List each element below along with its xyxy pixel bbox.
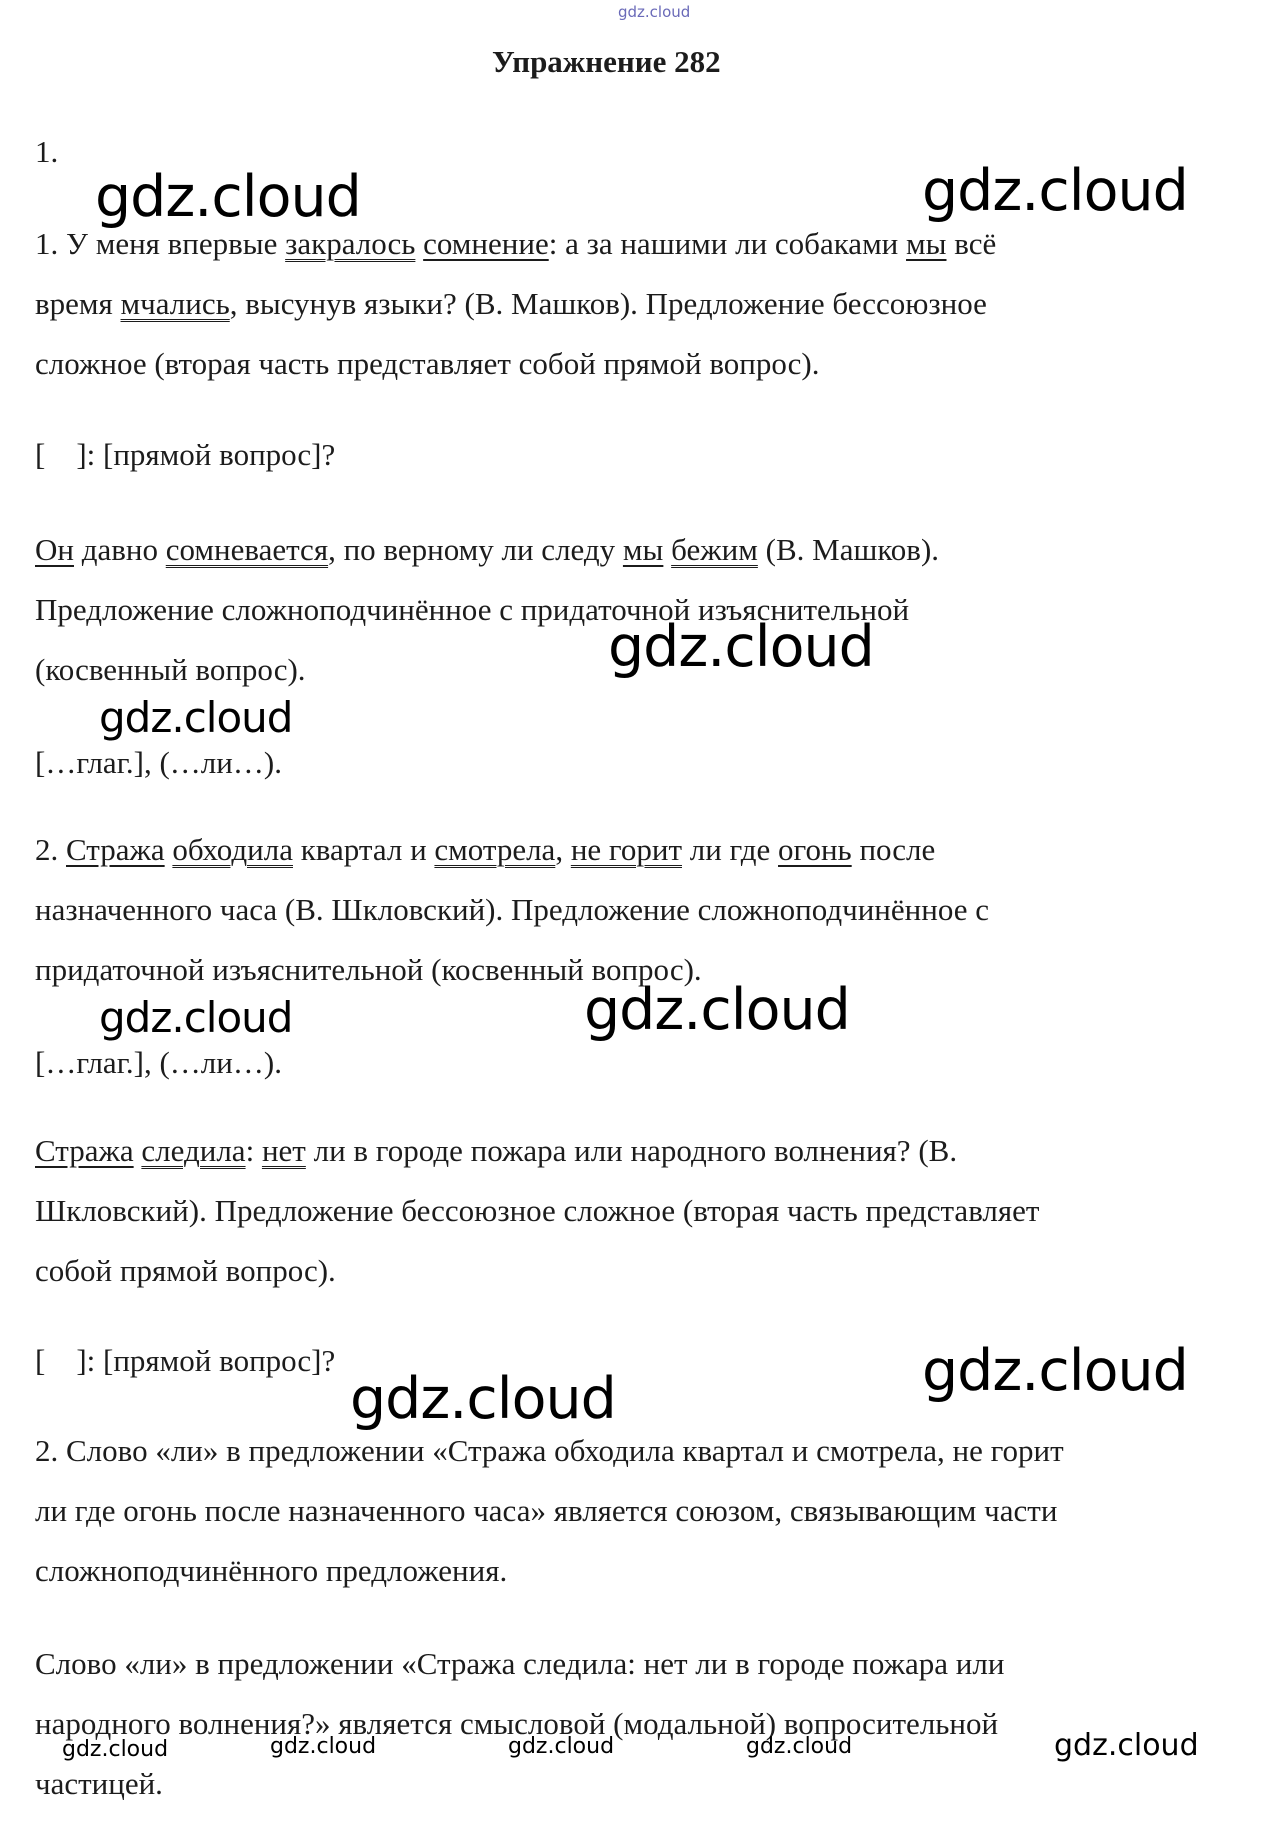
ex4-line2: Шкловский). Предложение бессоюзное сложное (вторая часть представляет xyxy=(35,1193,1040,1228)
predicate: не горит xyxy=(570,832,682,867)
ex4-scheme: [ ]: [прямой вопрос]? xyxy=(35,1343,336,1378)
task-number: 1. xyxy=(35,134,59,169)
ex1-line1: 1. У меня впервые закралось сомнение: а за нашими ли собаками мы всё xyxy=(35,226,997,261)
watermark: gdz.cloud xyxy=(62,1737,169,1762)
predicate: обходила xyxy=(172,832,293,867)
subject: Стража xyxy=(35,1133,134,1168)
subject: огонь xyxy=(778,832,852,867)
ex1-line3: сложное (вторая часть представляет собой прямой вопрос). xyxy=(35,346,820,381)
predicate: закралось xyxy=(285,226,416,261)
watermark: gdz.cloud xyxy=(508,1734,615,1759)
predicate: следила xyxy=(141,1133,246,1168)
ex3-line1: 2. Стража обходила квартал и смотрела, не горит ли где огонь после xyxy=(35,832,936,867)
page-title: Упражнение 282 xyxy=(492,44,721,79)
ex4-line3: собой прямой вопрос). xyxy=(35,1253,336,1288)
part2-p1-line2: ли где огонь после назначенного часа» является союзом, связывающим части xyxy=(35,1493,1058,1528)
ex2-line2: Предложение сложноподчинённое с придаточной изъяснительной xyxy=(35,592,910,627)
subject: сомнение xyxy=(423,226,549,261)
part2-p1-line1: 2. Слово «ли» в предложении «Стража обходила квартал и смотрела, не горит xyxy=(35,1433,1064,1468)
ex2-scheme: […глаг.], (…ли…). xyxy=(35,745,282,780)
watermark: gdz.cloud xyxy=(99,993,293,1042)
watermark: gdz.cloud xyxy=(270,1734,377,1759)
ex3-line3: придаточной изъяснительной (косвенный вопрос). xyxy=(35,952,702,987)
subject: мы xyxy=(906,226,947,261)
part2-p2-line3: частицей. xyxy=(35,1766,163,1801)
part2-p2-line2: народного волнения?» является смысловой (модальной) вопросительной xyxy=(35,1706,999,1741)
ex3-line2: назначенного часа (В. Шкловский). Предложение сложноподчинённое с xyxy=(35,892,989,927)
ex4-line1: Стража следила: нет ли в городе пожара или народного волнения? (В. xyxy=(35,1133,958,1168)
ex2-line3: (косвенный вопрос). xyxy=(35,652,306,687)
subject: мы xyxy=(622,532,664,567)
predicate: сомневается xyxy=(165,532,329,567)
predicate: мчались xyxy=(120,286,230,321)
predicate: нет xyxy=(261,1133,306,1168)
predicate: бежим xyxy=(671,532,758,567)
subject: Он xyxy=(35,532,74,567)
predicate: смотрела xyxy=(434,832,556,867)
ex1-scheme: [ ]: [прямой вопрос]? xyxy=(35,437,336,472)
watermark: gdz.cloud xyxy=(95,164,361,230)
watermark: gdz.cloud xyxy=(922,1338,1188,1404)
ex1-line2: время мчались, высунув языки? (В. Машков). Предложение бессоюзное xyxy=(35,286,987,321)
watermark: gdz.cloud xyxy=(350,1366,616,1432)
part2-p2-line1: Слово «ли» в предложении «Стража следила: нет ли в городе пожара или xyxy=(35,1646,1005,1681)
watermark: gdz.cloud xyxy=(608,614,874,680)
subject: Стража xyxy=(66,832,165,867)
part2-p1-line3: сложноподчинённого предложения. xyxy=(35,1553,508,1588)
top-watermark: gdz.cloud xyxy=(618,3,691,21)
ex3-scheme: […глаг.], (…ли…). xyxy=(35,1045,282,1080)
ex2-line1: Он давно сомневается, по верному ли следу мы бежим (В. Машков). xyxy=(35,532,940,567)
watermark: gdz.cloud xyxy=(584,977,850,1043)
watermark: gdz.cloud xyxy=(99,693,293,742)
watermark: gdz.cloud xyxy=(746,1734,853,1759)
watermark: gdz.cloud xyxy=(922,158,1188,224)
watermark: gdz.cloud xyxy=(1054,1728,1199,1763)
